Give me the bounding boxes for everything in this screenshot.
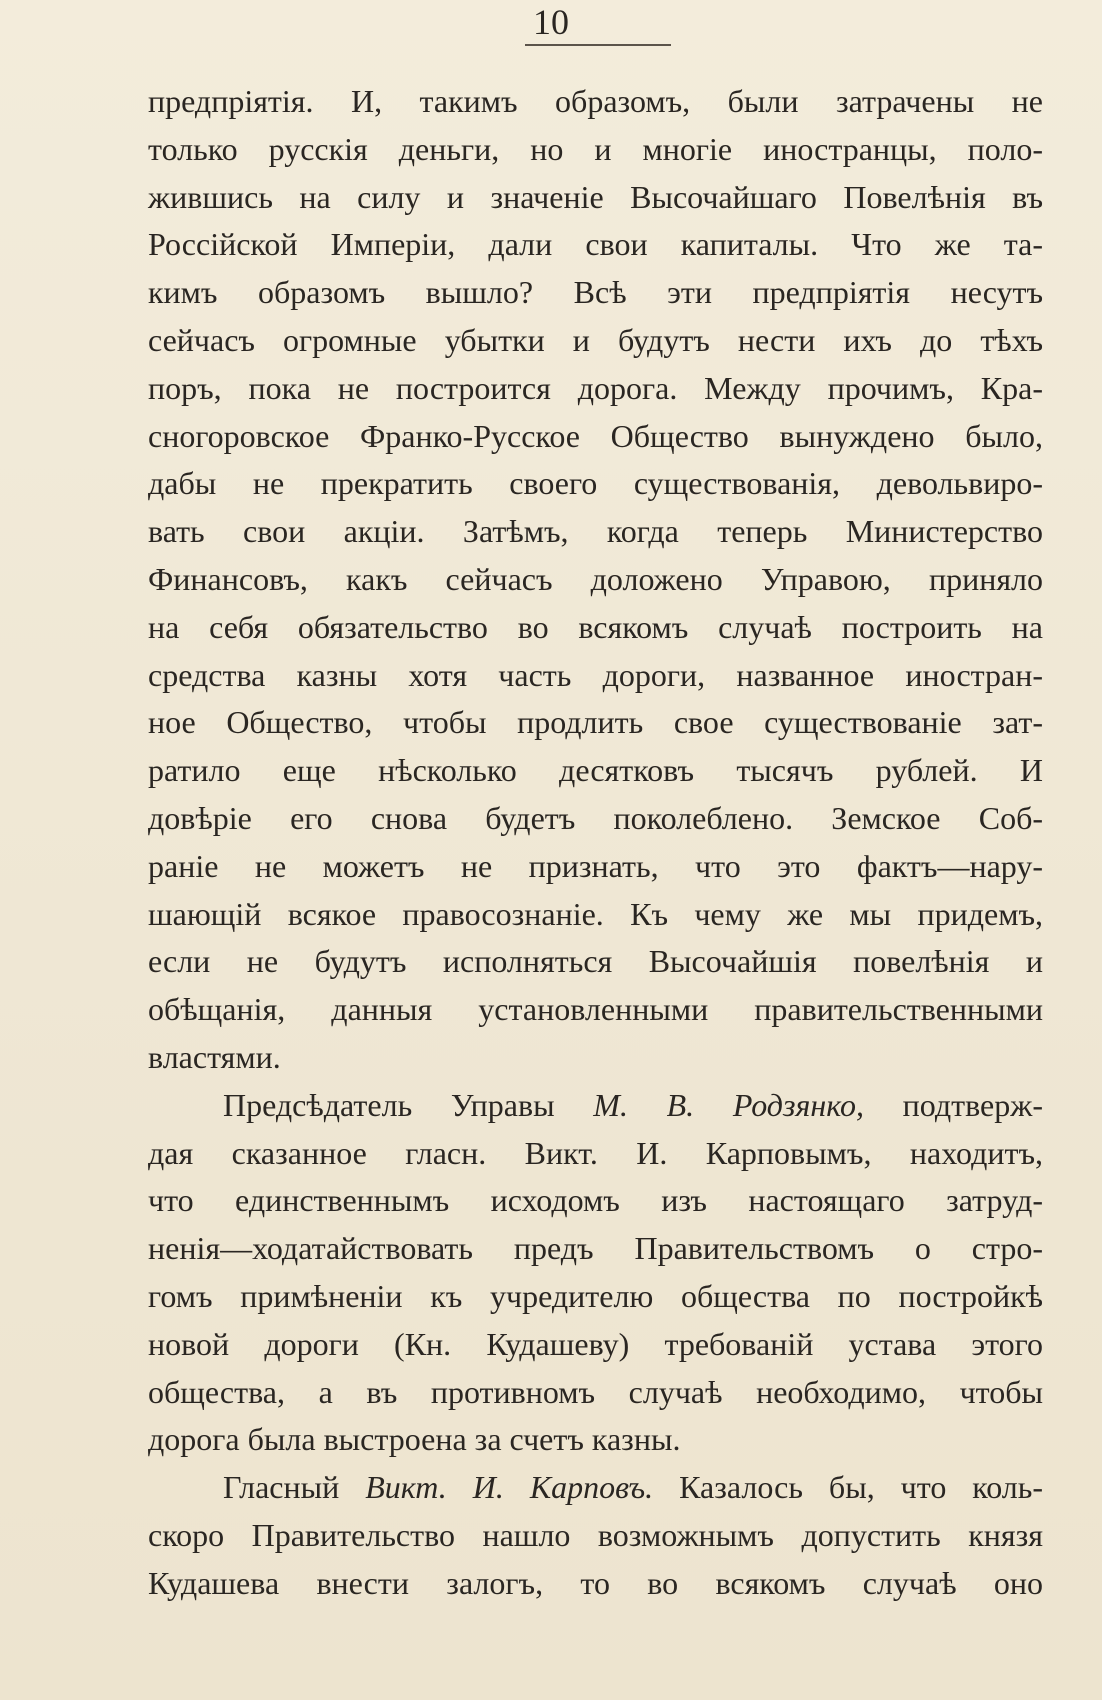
- text-line: общества, а въ противномъ случаѣ необходимо, чтобы: [148, 1373, 1043, 1410]
- text-line: ное Общество, чтобы продлить свое существованіе зат-: [148, 704, 1043, 741]
- text-line: ратило еще нѣсколько десятковъ тысячъ рублей. И: [148, 752, 1043, 789]
- text-line: дая сказанное гласн. Викт. И. Карповымъ, находитъ,: [148, 1134, 1043, 1171]
- page-number: 10: [533, 2, 569, 42]
- speaker-name: Викт. И. Карповъ.: [365, 1469, 654, 1506]
- text-line: обѣщанія, данныя установленными правительственными: [148, 991, 1043, 1028]
- text-line: сейчасъ огромные убытки и будутъ нести ихъ до тѣхъ: [148, 321, 1043, 358]
- text-line-last: властями.: [148, 1038, 281, 1075]
- text-line: Россійской Имперіи, дали свои капиталы. Что же та-: [148, 226, 1043, 263]
- text-line: довѣріе его снова будетъ поколеблено. Земское Соб-: [148, 799, 1043, 836]
- text-line: если не будутъ исполняться Высочайшія повелѣнія и: [148, 943, 1043, 980]
- text-line: ненія—ходатайствовать предъ Правительствомъ о стро-: [148, 1230, 1043, 1267]
- text-line: что единственнымъ исходомъ изъ настоящаго затруд-: [148, 1182, 1043, 1219]
- text-line: скоро Правительство нашло возможнымъ допустить князя: [148, 1516, 1043, 1553]
- text-line-first: [148, 1464, 1043, 1512]
- paragraph-1: [148, 78, 1043, 1082]
- text-line: Кудашева внести залогъ, то во всякомъ случаѣ оно: [148, 1564, 1043, 1601]
- text-line-last: дорога была выстроена за счетъ казны.: [148, 1421, 681, 1458]
- text-line: гомъ примѣненіи къ учредителю общества по постройкѣ: [148, 1277, 1043, 1314]
- text-line: вать свои акціи. Затѣмъ, когда теперь Министерство: [148, 513, 1043, 550]
- text-line: жившись на силу и значеніе Высочайшаго Повелѣнія въ: [148, 178, 1043, 215]
- text-line: предпріятія. И, такимъ образомъ, были затрачены не: [148, 83, 1043, 119]
- text-line: поръ, пока не построится дорога. Между прочимъ, Кра-: [148, 369, 1043, 406]
- paragraph-2: [148, 1082, 1043, 1464]
- text-line: на себя обязательство во всякомъ случаѣ построить на: [148, 608, 1043, 645]
- text-line: раніе не можетъ не признать, что это фактъ—нару-: [148, 847, 1043, 884]
- body-text: [148, 78, 1043, 1608]
- line-prefix: Предсѣдатель Управы: [223, 1086, 594, 1123]
- line-suffix: подтверж-: [863, 1086, 1043, 1123]
- text-line: сногоровское Франко-Русское Общество вынуждено было,: [148, 417, 1043, 454]
- text-line: средства казны хотя часть дороги, названное иностран-: [148, 656, 1043, 693]
- text-line-first: [148, 1082, 1043, 1130]
- paragraph-3: [148, 1464, 1043, 1607]
- line-suffix: Казалось бы, что коль-: [653, 1469, 1043, 1506]
- text-line: Финансовъ, какъ сейчасъ доложено Управою, приняло: [148, 560, 1043, 597]
- text-line: новой дороги (Кн. Кудашеву) требованій устава этого: [148, 1325, 1043, 1362]
- line-prefix: Гласный: [223, 1469, 366, 1506]
- speaker-name: М. В. Родзянко,: [593, 1086, 864, 1123]
- page-number-rule: [525, 44, 671, 46]
- text-line: кимъ образомъ вышло? Всѣ эти предпріятія несутъ: [148, 274, 1043, 311]
- text-line: дабы не прекратить своего существованія, девольвиро-: [148, 465, 1043, 502]
- text-line: шающій всякое правосознаніе. Къ чему же мы придемъ,: [148, 895, 1043, 932]
- text-line: только русскія деньги, но и многіе иностранцы, поло-: [148, 130, 1043, 167]
